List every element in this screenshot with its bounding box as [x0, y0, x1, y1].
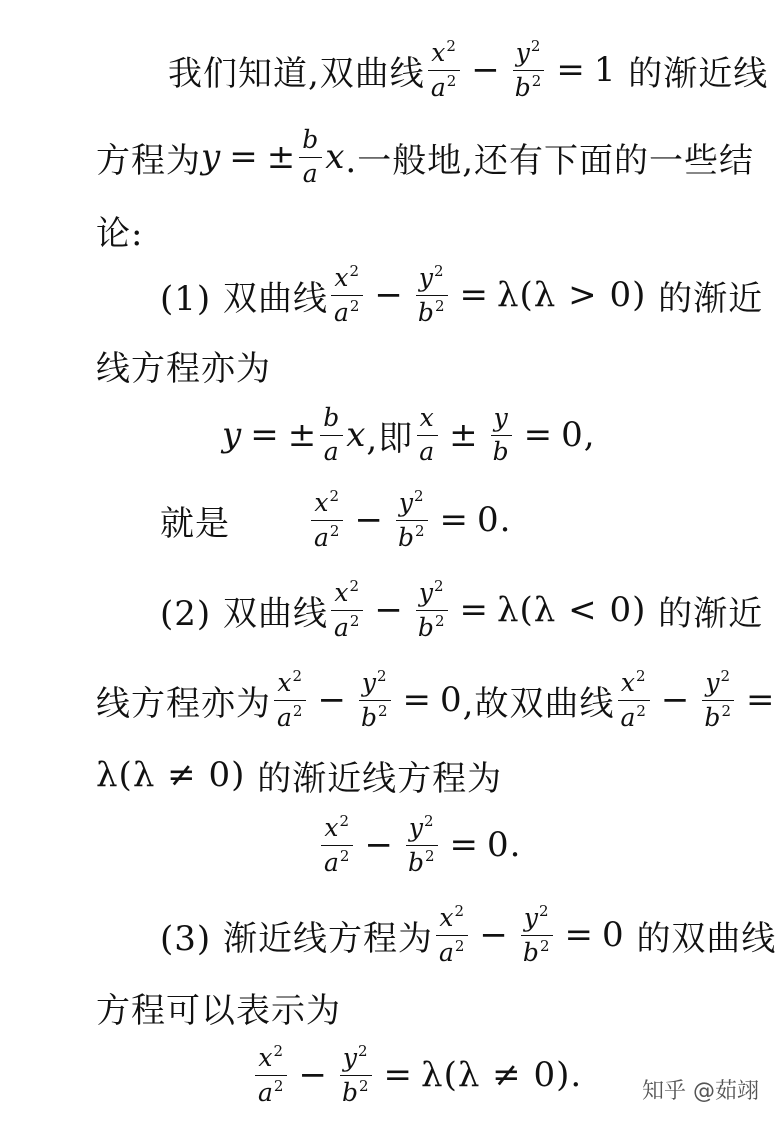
text-segment: 的渐近: [658, 593, 764, 634]
fraction-b-over-a: $\frac{b}{a}$: [320, 404, 343, 467]
equals-sign: =: [439, 500, 470, 540]
text-segment: 方程可以表示为: [96, 990, 341, 1031]
equals-sign: =: [459, 275, 489, 315]
text-segment: 的渐近: [658, 278, 764, 319]
minus-sign: −: [364, 825, 394, 865]
value-zero: 0,: [561, 415, 596, 455]
text-segment: 的双曲线: [636, 918, 777, 959]
fraction-y2-over-b2: $\frac{y^2}{b^2}$: [358, 668, 392, 733]
fraction-y-over-b: $\frac{y}{b}$: [490, 404, 513, 467]
fraction-x2-over-a2: $\frac{x^2}{a^2}$: [321, 813, 353, 878]
fraction-y2-over-b2: $\frac{y^2}{b^2}$: [415, 263, 449, 328]
var-x: x: [325, 137, 346, 177]
fraction-x2-over-a2: $\frac{x^2}{a^2}$: [274, 668, 306, 733]
watermark: 知乎 @茹翊: [642, 1079, 759, 1104]
text-segment: 的渐近线方程为: [257, 758, 503, 799]
equals-sign: =: [745, 680, 776, 720]
var-y: y: [222, 415, 243, 455]
plus-minus-sign: ±: [266, 137, 297, 177]
fraction-x2-over-a2: $\frac{x^2}{a^2}$: [331, 263, 363, 328]
value-one: 1: [593, 50, 617, 90]
minus-sign: −: [471, 50, 501, 90]
equals-sign: =: [459, 590, 489, 630]
value-zero: 0: [440, 680, 463, 720]
minus-sign: −: [298, 1055, 328, 1095]
equals-sign: =: [229, 137, 259, 177]
text-segment: 方程为: [96, 140, 201, 181]
value-zero: 0.: [477, 500, 512, 540]
equals-sign: =: [449, 825, 480, 865]
item-3-label: (3) 渐近线方程为: [160, 918, 433, 959]
var-x: x: [346, 415, 367, 455]
equals-sign: =: [383, 1055, 414, 1095]
equals-sign: =: [402, 680, 433, 720]
lambda-condition: λ(λ > 0): [496, 275, 647, 315]
minus-sign: −: [479, 915, 509, 955]
fraction-y2-over-b2: $\frac{y^2}{b^2}$: [339, 1043, 373, 1108]
text-segment: 的渐近线: [628, 53, 769, 94]
minus-sign: −: [317, 680, 347, 720]
text-segment: .一般地,还有下面的一些结: [345, 140, 755, 181]
text-segment: 论:: [96, 213, 144, 254]
text-segment: ,故双曲线: [462, 683, 615, 724]
fraction-y2-over-b2: $\frac{y^2}{b^2}$: [520, 903, 554, 968]
fraction-x2-over-a2: $\frac{x^2}{a^2}$: [436, 903, 468, 968]
text-line-8: [0, 565, 781, 655]
fraction-y2-over-b2: $\frac{y^2}{b^2}$: [395, 488, 429, 553]
fraction-x2-over-a2: $\frac{x^2}{a^2}$: [255, 1043, 287, 1108]
fraction-x2-over-a2: $\frac{x^2}{a^2}$: [617, 668, 649, 733]
minus-sign: −: [660, 680, 691, 720]
minus-sign: −: [374, 275, 404, 315]
fraction-y2-over-b2: $\frac{y^2}{b^2}$: [701, 668, 735, 733]
text-segment: 我们知道,双曲线: [168, 53, 425, 94]
fraction-x2-over-a2: $\frac{x^2}{a^2}$: [331, 578, 363, 643]
text-line-1: [0, 25, 781, 115]
item-2-label: (2) 双曲线: [160, 593, 328, 634]
text-segment: 线方程亦为: [96, 683, 271, 724]
text-line-11: [0, 800, 781, 890]
var-y: y: [201, 137, 222, 177]
text-segment: ,即: [366, 418, 414, 459]
fraction-y2-over-b2: $\frac{y^2}{b^2}$: [405, 813, 439, 878]
minus-sign: −: [354, 500, 384, 540]
fraction-y2-over-b2: $\frac{y^2}{b^2}$: [415, 578, 449, 643]
fraction-x2-over-a2: $\frac{x^2}{a^2}$: [428, 38, 460, 103]
fraction-y2-over-b2: $\frac{y^2}{b^2}$: [512, 38, 546, 103]
lambda-condition: λ(λ ≠ 0): [96, 755, 246, 795]
equals-sign: =: [523, 415, 554, 455]
text-segment: 线方程亦为: [96, 348, 271, 389]
text-line-7: [0, 475, 781, 565]
minus-sign: −: [374, 590, 404, 630]
text-segment: 就是: [160, 503, 230, 544]
equals-sign: =: [250, 415, 280, 455]
fraction-x2-over-a2: $\frac{x^2}{a^2}$: [311, 488, 343, 553]
item-1-label: (1) 双曲线: [160, 278, 328, 319]
equals-sign: =: [564, 915, 594, 955]
lambda-condition: λ(λ < 0): [496, 590, 647, 630]
plus-minus-sign: ±: [287, 415, 318, 455]
text-line-6: [0, 390, 781, 480]
fraction-x-over-a: $\frac{x}{a}$: [416, 404, 438, 467]
lambda-condition: λ(λ ≠ 0).: [421, 1055, 583, 1095]
equals-sign: =: [556, 50, 586, 90]
fraction-b-over-a: $\frac{b}{a}$: [299, 126, 322, 189]
value-zero: 0.: [487, 825, 522, 865]
value-zero: 0: [601, 915, 625, 955]
plus-minus-sign: ±: [449, 415, 479, 455]
